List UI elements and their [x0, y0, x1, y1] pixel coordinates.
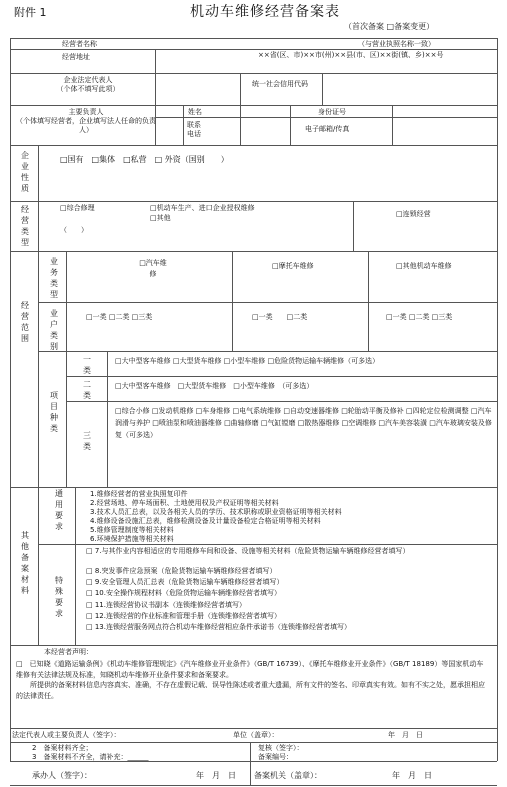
rule	[290, 105, 291, 145]
rule	[497, 38, 498, 761]
general-requirements-label: 通用要求	[55, 489, 63, 531]
rule	[38, 302, 497, 303]
rule	[232, 251, 233, 351]
class3-label: 三类	[83, 431, 91, 451]
rule	[10, 73, 497, 74]
rule	[240, 73, 241, 105]
rule	[240, 105, 241, 145]
special-requirements-label: 特殊要求	[55, 576, 63, 618]
filing-number-label[interactable]: 备案编号：	[258, 753, 293, 761]
car-repair-option[interactable]: □汽车维修	[139, 259, 167, 278]
rule	[10, 487, 497, 488]
chain-operation-option[interactable]: □连锁经营	[396, 210, 431, 218]
name-column-label: 姓名	[188, 108, 202, 116]
rule	[10, 201, 497, 202]
email-fax-label: 电子邮箱/传真	[305, 125, 350, 133]
special-requirement-item[interactable]: □ 11.连锁经营协议书副本（连锁维修经营者填写）	[86, 601, 246, 609]
other-vehicle-repair-option[interactable]: □其他机动车维修	[396, 262, 452, 270]
rule	[183, 105, 184, 145]
special-requirement-item[interactable]: □ 12.连锁经营的作业标准和管理手册（连锁维修经营者填写）	[86, 612, 281, 620]
enterprise-nature-label: 企业性质	[21, 151, 29, 193]
rule	[66, 251, 67, 487]
materials-incomplete-option[interactable]: 3 备案材料不齐全，请补充：______	[32, 753, 149, 761]
materials-label: 其他备案材料	[21, 531, 29, 595]
rule	[322, 73, 323, 105]
business-scope-label: 经营范围	[21, 301, 29, 343]
comprehensive-repair-option[interactable]: □综合修理	[60, 204, 95, 212]
agency-date: 年 月 日	[392, 771, 432, 780]
rule	[368, 251, 369, 351]
rule	[38, 251, 39, 487]
address-value[interactable]: ××省(区、市)××市(州)××县(市、区)××街(镇、乡)××号	[258, 51, 444, 59]
sign-date: 年 月 日	[388, 731, 423, 739]
legal-rep-label: 企业法定代表人 （个体不填写此项）	[56, 76, 120, 93]
comprehensive-repair-class: （ ）	[60, 226, 88, 234]
car-class-options[interactable]: □一类 □二类 □三类	[86, 313, 153, 321]
class1-items[interactable]: □大中型客车维修 □大型货车维修 □小型车维修 □危险货物运输车辆维修（可多选）	[115, 357, 380, 365]
reviewer-label[interactable]: 复核（签字）：	[258, 744, 304, 752]
class2-items[interactable]: □大中型客车维修 □大型货车维修 □小型车维修 （可多选）	[115, 382, 314, 390]
materials-complete-option[interactable]: 2 备案材料齐全；	[32, 744, 93, 752]
other-vehicle-class-options[interactable]: □一类 □二类 □三类	[386, 313, 453, 321]
rule	[75, 487, 76, 645]
rule	[10, 728, 497, 729]
rule	[10, 49, 497, 50]
handler-label[interactable]: 承办人（签字）：	[32, 771, 92, 780]
special-requirement-item[interactable]: □ 9.安全管理人员汇总表（危险货物运输车辆维修经营者填写）	[86, 578, 284, 586]
general-requirement-item: 4.维修设备设施汇总表，维修检测设备及计量设备检定合格证明等相关材料	[90, 517, 321, 525]
rule	[155, 117, 497, 118]
oem-authorized-option[interactable]: □机动车生产、进口企业授权维修	[150, 204, 255, 212]
principal-label: 主要负责人 （个体填写经营者，企业填写法人任命的负责人）	[16, 108, 156, 134]
class3-items[interactable]: □综合小修 □发动机维修 □车身维修 □电气系统维修 □自动变速器维修 □轮胎动平衡及修补 □四轮定位检测调整 □汽车润滑与养护 □喷油泵和喷油器维修 □曲轴修磨 □气缸镗磨 □散热器维修 □空调维修 □汽车美容装潢 □汽车玻璃安装及修复（可多选）	[115, 407, 492, 439]
rule	[38, 487, 39, 645]
contact-phone-label: 联系 电话	[187, 121, 201, 138]
operator-name-note: （与营业执照名称一致）	[358, 40, 435, 48]
general-requirement-item: 6.环境保护措施等相关材料	[90, 535, 174, 543]
special-requirement-item[interactable]: □ 13.连锁经营服务网点符合机动车维修经营相应条件承诺书（连锁维修经营者填写）	[86, 623, 351, 631]
motorcycle-repair-option[interactable]: □摩托车维修	[272, 262, 314, 270]
rule	[10, 38, 497, 39]
rule	[10, 785, 497, 786]
signature-label[interactable]: 法定代表人或主要负责人（签字）：	[12, 731, 121, 739]
annex-label: 附件 1	[14, 6, 47, 19]
business-category-label: 业务类型	[50, 257, 58, 299]
agency-seal-label[interactable]: 备案机关（盖章）：	[254, 771, 322, 780]
rule	[155, 49, 156, 73]
id-number-label: 身份证号	[318, 108, 346, 116]
household-category-label: 业户类别	[50, 309, 58, 351]
operator-name-label: 经营者名称	[62, 40, 97, 48]
filing-type-options[interactable]: （首次备案 □备案变更）	[344, 22, 435, 31]
special-requirement-item[interactable]: □ 10.安全操作规程材料（危险货物运输车辆维修经营者填写）	[86, 589, 281, 597]
declaration-body[interactable]: □ 已知晓《道路运输条例》《机动车维修管理规定》《汽车维修业开业条件》（GB/T 16739）、《摩托车维修业开业条件》（GB/T 18189）等国家机动车维修有关法律法规及标准，知晓机动车维修开业条件要求和备案要求。 所提供的备案材料信息内容真实、准确，不存在虚假记载、误导性陈述或者重大遗漏，所有文件的签名、印章真实有效。如有不实之处，愿承担相应的法律责任。	[16, 660, 485, 700]
business-type-label: 经营类型	[21, 205, 29, 247]
declaration-title: 本经营者声明：	[44, 648, 93, 656]
general-requirement-item: 3.技术人员汇总表，以及各相关人员的学历、技术职称或职业资格证明等相关材料	[90, 508, 342, 516]
rule	[155, 73, 156, 105]
general-requirement-item: 5.维修管理制度等相关材料	[90, 526, 174, 534]
special-requirement-item[interactable]: □ 8.突发事件应急预案（危险货物运输车辆维修经营者填写）	[86, 567, 277, 575]
class1-label: 一类	[83, 355, 91, 375]
rule	[10, 105, 497, 106]
enterprise-nature-options[interactable]: □国有 □集体 □私营 □ 外资（国别 ）	[60, 155, 229, 164]
address-label: 经营地址	[62, 53, 90, 61]
unit-seal-label[interactable]: 单位（盖章）：	[233, 731, 279, 739]
items-label: 项目种类	[50, 391, 58, 433]
special-requirement-item[interactable]: □ 7.与其作业内容相适应的专用维修车间和设备、设施等相关材料（危险货物运输车辆维修经营者填写）	[86, 547, 410, 555]
rule	[107, 351, 108, 487]
form-title: 机动车维修经营备案表	[190, 4, 340, 20]
rule	[66, 401, 497, 402]
rule	[10, 645, 497, 646]
class2-label: 二类	[83, 380, 91, 400]
rule	[66, 376, 497, 377]
rule	[353, 201, 354, 251]
rule	[38, 201, 39, 251]
rule	[38, 544, 497, 545]
other-type-option[interactable]: □其他	[150, 214, 171, 222]
general-requirement-item: 1.维修经营者的营业执照复印件	[90, 490, 188, 498]
rule	[155, 105, 156, 145]
rule	[392, 105, 393, 145]
credit-code-label: 统一社会信用代码	[252, 80, 308, 88]
rule	[10, 251, 497, 252]
rule	[250, 742, 251, 785]
motorcycle-class-options[interactable]: □一类 □二类	[252, 313, 308, 321]
general-requirement-item: 2.经营场地、停车场面积、土地使用权及产权证明等相关材料	[90, 499, 279, 507]
rule	[38, 145, 39, 201]
rule	[10, 742, 497, 743]
rule	[10, 145, 497, 146]
handler-date: 年 月 日	[196, 771, 236, 780]
rule	[10, 38, 11, 761]
